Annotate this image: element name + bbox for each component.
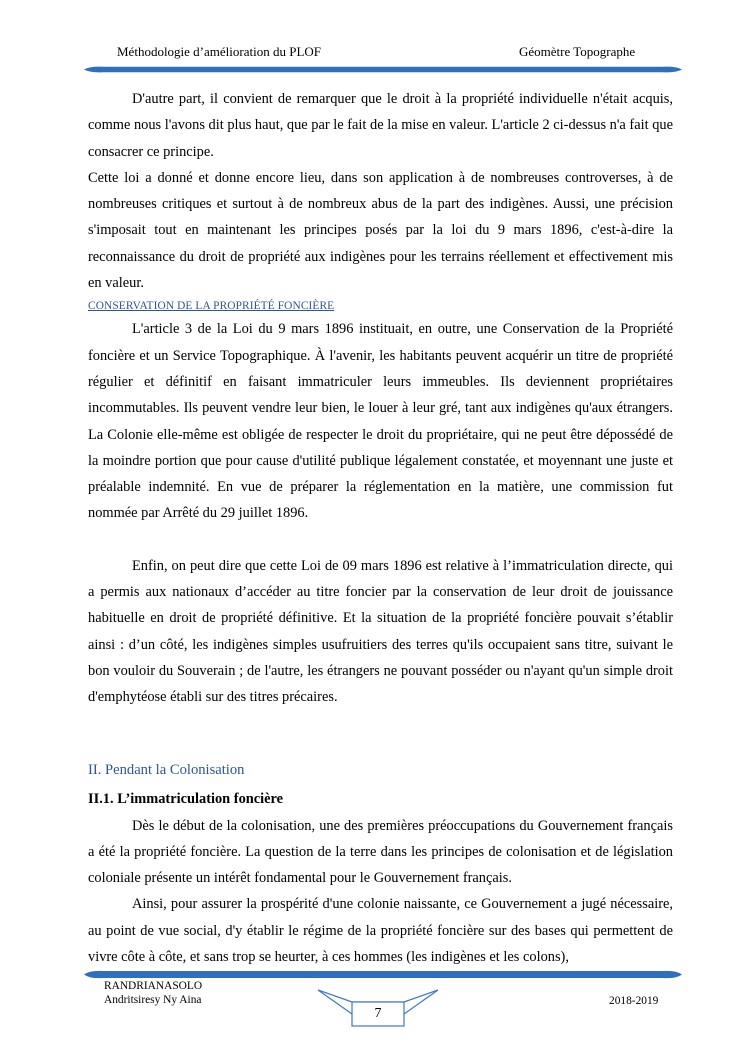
paragraph: Enfin, on peut dire que cette Loi de 09 mars 1896 est relative à l’immatriculation directe, qui a permis aux nationaux d’accéder au titre foncier par la conservation de leur droit de jouissance habituelle en droit de propriété définitive. Et la situation de la propriété foncière pouvait s’établir ainsi : d’un côté, les indigènes simples usufruitiers des terres qu'ils occupaient sans titre, suivant le bon vouloir du Souverain ; de l'autre, les étrangers ne pouvant posséder ou n'ayant qu'un simple droit d'emphytéose établi sur des titres précaires.	[88, 557, 673, 706]
section-heading: II. Pendant la Colonisation	[88, 761, 245, 778]
page-body	[88, 86, 673, 970]
header-author-role: Géomètre Topographe	[519, 44, 636, 59]
paragraph: Cette loi a donné et donne encore lieu, dans son application à de nombreuses controverses, à de nombreuses critiques et surtout à de nombreux abus de la part des indigènes. Aussi, une précision s'imposait tout en maintenant les principes posés par la loi du 9 mars 1896, c'est-à-dire la reconnaissance du droit de propriété aux indigènes pour les terrains réellement et effectivement mis en valeur.	[88, 169, 673, 292]
paragraph: Ainsi, pour assurer la prospérité d'une colonie naissante, ce Gouvernement a jugé nécessaire, au point de vue social, d'y établir le régime de la propriété foncière sur des bases qui permettent de vivre côte à côte, et sans trop se heurter, à ces hommes (les indigènes et les colons),	[88, 896, 673, 966]
page-number: 7	[374, 1006, 382, 1021]
footer-year: 2018-2019	[609, 995, 659, 1007]
header-rule	[84, 66, 682, 73]
footer-author-lastname: RANDRIANASOLO	[104, 980, 203, 992]
subsection-heading: II.1. L’immatriculation foncière	[88, 790, 284, 807]
footer-rule	[84, 970, 682, 979]
footer-author-firstname: Andritsiresy Ny Aina	[104, 994, 202, 1006]
section-caption: CONSERVATION DE LA PROPRIÉTÉ FONCIÈRE	[88, 300, 335, 313]
header-document-title: Méthodologie d’amélioration du PLOF	[117, 44, 322, 59]
paragraph: D'autre part, il convient de remarquer que le droit à la propriété individuelle n'était acquis, comme nous l'avons dit plus haut, que par le fait de la mise en valeur. L'article 2 ci-dessus n'a fait que consacrer ce principe.	[88, 91, 673, 160]
paragraph: Dès le début de la colonisation, une des premières préoccupations du Gouvernement français a été la propriété foncière. La question de la terre dans les principes de colonisation et de législation coloniale présente un intérêt fondamental pour le Gouvernement français.	[88, 817, 673, 887]
paragraph: L'article 3 de la Loi du 9 mars 1896 instituait, en outre, une Conservation de la Propriété foncière et un Service Topographique. À l'avenir, les habitants peuvent acquérir un titre de propriété régulier et définitif en faisant immatriculer leurs immeubles. Ils deviennent propriétaires incommutables. Ils peuvent vendre leur bien, le louer à leur gré, tant aux indigènes qu'aux étrangers. La Colonie elle-même est obligée de respecter le droit du propriétaire, qui ne peut être dépossédé de la moindre portion que pour cause d'utilité publique légalement constatée, et moyennant une juste et préalable indemnité. En vue de préparer la réglementation en la matière, une commission fut nommée par Arrêté du 29 juillet 1896.	[88, 321, 673, 522]
